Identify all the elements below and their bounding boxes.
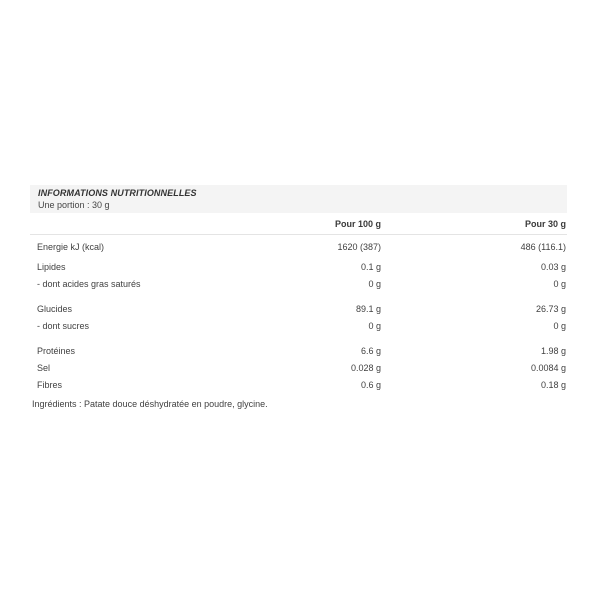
row-value-per30g: 486 (116.1) (520, 241, 566, 252)
row-value-per30g: 0.03 g (540, 261, 566, 272)
row-value-per30g: 26.73 g (535, 303, 566, 314)
row-value-per100g: 0 g (368, 278, 381, 289)
row-value-per100g: 0.028 g (350, 362, 381, 373)
table-header-band (30, 185, 567, 213)
row-value-per30g: 0 g (553, 278, 566, 289)
table-row-fibres (30, 376, 567, 393)
row-value-per100g: 0.6 g (360, 379, 381, 390)
row-label: Protéines (37, 345, 76, 356)
table-row-sucres (30, 317, 567, 334)
table-row-acides-gras-satures (30, 275, 567, 292)
row-value-per30g: 0 g (553, 320, 566, 331)
column-header-per30g: Pour 30 g (524, 218, 566, 229)
table-row-lipides (30, 258, 567, 275)
row-value-per100g: 0 g (368, 320, 381, 331)
row-value-per100g: 6.6 g (360, 345, 381, 356)
row-label: - dont sucres (37, 320, 90, 331)
row-value-per100g: 0.1 g (360, 261, 381, 272)
nutrition-table (30, 185, 567, 409)
column-header-per100g: Pour 100 g (334, 218, 381, 229)
table-row-sel (30, 359, 567, 376)
portion-size: Une portion : 30 g (38, 200, 110, 210)
row-label: Energie kJ (kcal) (37, 241, 105, 252)
column-header-row (30, 213, 567, 235)
table-row-energie (30, 235, 567, 258)
row-value-per100g: 1620 (387) (337, 241, 381, 252)
row-value-per30g: 1.98 g (540, 345, 566, 356)
table-row-proteines (30, 342, 567, 359)
row-value-per30g: 0.18 g (540, 379, 566, 390)
row-label: Glucides (37, 303, 73, 314)
table-row-glucides (30, 300, 567, 317)
row-value-per100g: 89.1 g (355, 303, 381, 314)
ingredients-text: Ingrédients : Patate douce déshydratée en poudre, glycine. (32, 399, 268, 409)
row-label: Sel (37, 362, 51, 373)
row-label: Lipides (37, 261, 66, 272)
row-label: - dont acides gras saturés (37, 278, 141, 289)
row-label: Fibres (37, 379, 63, 390)
table-title: INFORMATIONS NUTRITIONNELLES (38, 188, 197, 198)
row-value-per30g: 0.0084 g (530, 362, 566, 373)
